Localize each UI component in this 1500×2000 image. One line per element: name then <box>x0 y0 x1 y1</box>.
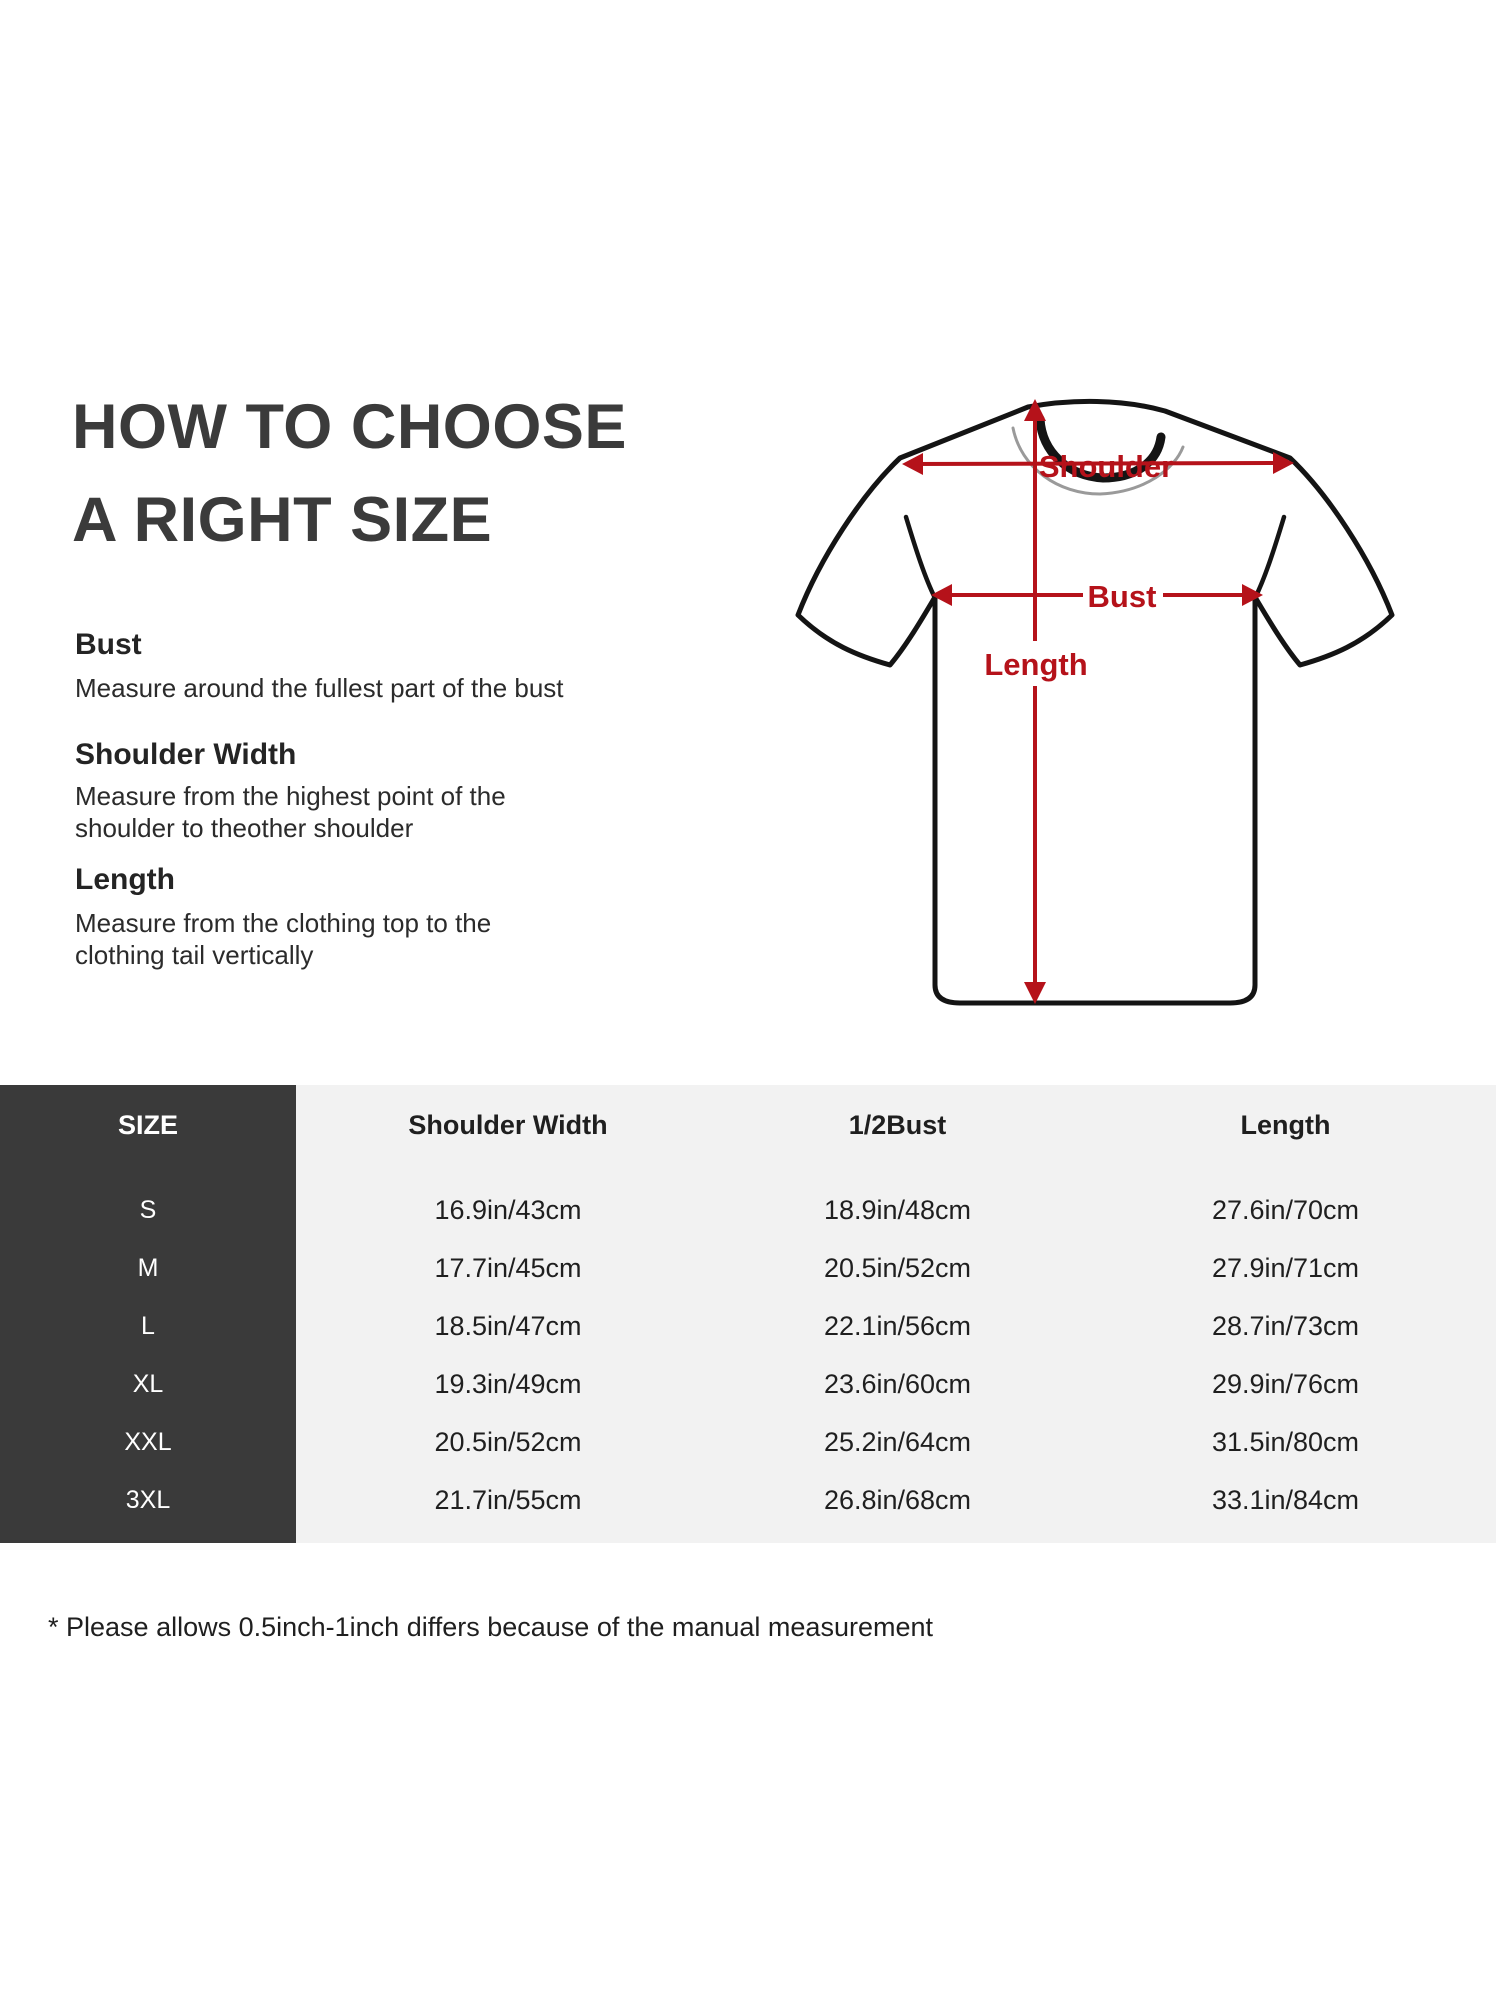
shoulder-width-value: 18.5in/47cm <box>434 1310 582 1341</box>
size-table-body <box>0 1181 1496 1529</box>
size-label: 3XL <box>125 1485 171 1514</box>
length-description: Measure from the clothing top to the clothing tail vertically <box>75 908 492 970</box>
tshirt-measurement-diagram <box>760 370 1440 1030</box>
page-title-line2: A RIGHT SIZE <box>72 485 493 555</box>
header-shoulder-width: Shoulder Width <box>408 1109 608 1140</box>
header-half-bust: 1/2Bust <box>848 1109 947 1140</box>
half-bust-value: 26.8in/68cm <box>823 1484 972 1515</box>
table-row-3xl <box>0 1471 1496 1529</box>
size-label: S <box>139 1195 157 1224</box>
header-length: Length <box>1240 1109 1331 1140</box>
length-value: 31.5in/80cm <box>1211 1426 1360 1457</box>
header-size: SIZE <box>117 1109 178 1140</box>
half-bust-value: 25.2in/64cm <box>823 1426 972 1457</box>
length-value: 33.1in/84cm <box>1211 1484 1360 1515</box>
size-table-header-row <box>0 1085 1496 1165</box>
size-table <box>0 1085 1496 1543</box>
page-title-line1: HOW TO CHOOSE <box>72 392 627 462</box>
length-value: 28.7in/73cm <box>1211 1310 1360 1341</box>
size-label: XXL <box>124 1427 172 1456</box>
shoulder-width-description: Measure from the highest point of the shoulder to theother shoulder <box>75 781 506 843</box>
shoulder-width-value: 16.9in/43cm <box>434 1194 582 1225</box>
size-label: XL <box>132 1369 164 1398</box>
half-bust-value: 23.6in/60cm <box>823 1368 972 1399</box>
half-bust-value: 22.1in/56cm <box>823 1310 972 1341</box>
table-row-xl <box>0 1355 1496 1413</box>
length-value: 27.9in/71cm <box>1211 1252 1360 1283</box>
length-value: 27.6in/70cm <box>1211 1194 1360 1225</box>
shoulder-width-heading: Shoulder Width <box>75 738 297 771</box>
size-label: M <box>137 1253 159 1282</box>
shoulder-width-value: 19.3in/49cm <box>434 1368 582 1399</box>
shoulder-width-value: 21.7in/55cm <box>434 1484 582 1515</box>
half-bust-value: 20.5in/52cm <box>823 1252 972 1283</box>
size-label: L <box>141 1311 155 1340</box>
shoulder-width-value: 17.7in/45cm <box>434 1252 582 1283</box>
shoulder-label: Shoulder <box>1038 449 1174 484</box>
table-row-m <box>0 1239 1496 1297</box>
bust-description: Measure around the fullest part of the bust <box>75 673 564 703</box>
bust-label: Bust <box>1087 579 1157 614</box>
measurement-disclaimer: * Please allows 0.5inch-1inch differs because of the manual measurement <box>48 1612 934 1642</box>
table-row-s <box>0 1181 1496 1239</box>
half-bust-value: 18.9in/48cm <box>823 1194 972 1225</box>
bust-heading: Bust <box>75 628 142 661</box>
table-row-l <box>0 1297 1496 1355</box>
table-row-xxl <box>0 1413 1496 1471</box>
tshirt-outline <box>798 401 1392 1003</box>
page-title <box>72 381 627 567</box>
shoulder-width-value: 20.5in/52cm <box>434 1426 582 1457</box>
length-label: Length <box>984 647 1088 682</box>
length-value: 29.9in/76cm <box>1211 1368 1360 1399</box>
length-heading: Length <box>75 863 175 896</box>
